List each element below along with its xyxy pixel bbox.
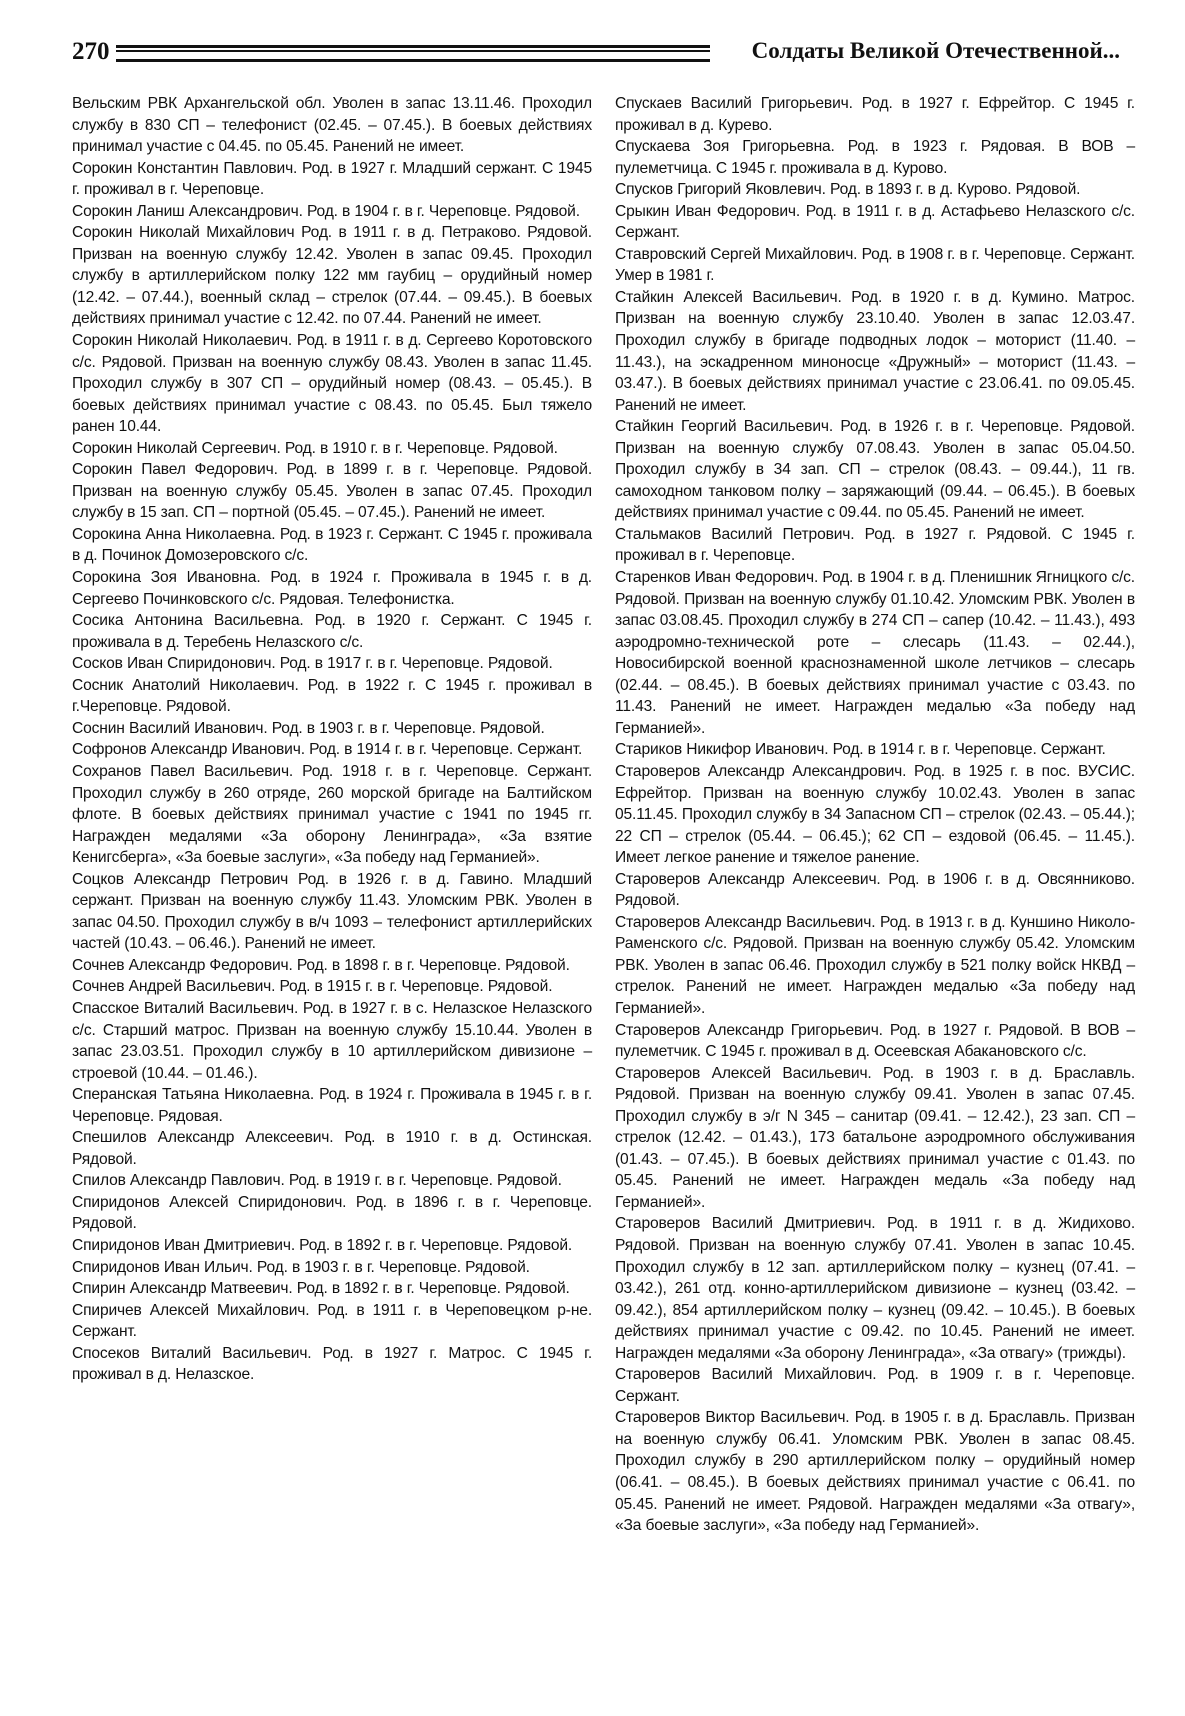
page-number: 270 <box>72 38 110 65</box>
entry: Софронов Александр Иванович. Род. в 1914 г. в г. Череповце. Сержант. <box>72 741 583 759</box>
entry: Спосеков Виталий Васильевич. Род. в 1927 г. Матрос. С 1945 г. проживал в д. Нелазское. <box>72 1344 592 1384</box>
entry: Староверов Александр Алексеевич. Род. в 1906 г. в д. Овсянниково. Рядовой. <box>615 870 1135 910</box>
header-rule <box>116 45 710 62</box>
entry: Староверов Александр Васильевич. Род. в 1913 г. в д. Куншино Николо-Раменского с/с. Рядовой. Призван на военную службу 05.42. Уломским РВК. Уволен в запас 06.46. Проходил службу в 521 полку войск НКВД – стрелок. Ранений не имеет. Награжден медалью «За победу над Германией». <box>615 913 1135 1017</box>
entry: Спиридонов Иван Ильич. Род. в 1903 г. в г. Череповце. Рядовой. <box>72 1258 530 1276</box>
entry: Старенков Иван Федорович. Род. в 1904 г. в д. Пленишник Ягницкого с/с. Рядовой. Призван на военную службу 01.10.42. Уломским РВК. Уволен в запас 03.08.45. Проходил службу в 274 СП – сапер (10.42. – 11.43.), 493 аэродромно-технической роте – слесарь (11.43. – 02.44.), Новосибирской военной краснознаменной школе летчиков – слесарь (02.44. – 08.45.). В боевых действиях принимал участие с 03.43. по 11.43. Ранений не имеет. Награжден медалью «За победу над Германией». <box>615 569 1135 737</box>
entry: Спирин Александр Матвеевич. Род. в 1892 г. в г. Череповце. Рядовой. <box>72 1280 570 1298</box>
entry: Сосков Иван Спиридонович. Род. в 1917 г. в г. Череповце. Рядовой. <box>72 655 553 673</box>
entry: Срыкин Иван Федорович. Род. в 1911 г. в д. Астафьево Нелазского с/с. Сержант. <box>615 202 1135 242</box>
entry: Сочнев Андрей Васильевич. Род. в 1915 г. в г. Череповце. Рядовой. <box>72 978 553 996</box>
entry: Ставровский Сергей Михайлович. Род. в 1908 г. в г. Череповце. Сержант. Умер в 1981 г. <box>615 245 1135 285</box>
entry: Староверов Василий Михайлович. Род. в 1909 г. в г. Череповце. Сержант. <box>615 1366 1135 1405</box>
entry: Стариков Никифор Иванович. Род. в 1914 г. в г. Череповце. Сержант. <box>615 741 1106 759</box>
entry: Сорокин Павел Федорович. Род. в 1899 г. в г. Череповце. Рядовой. Призван на военную службу 05.45. Уволен в запас 07.45. Проходил службу в 15 зап. СП – портной (05.45. – 07.45.). Ранений не имеет. <box>72 461 592 522</box>
entry: Сорокин Николай Сергеевич. Род. в 1910 г. в г. Череповце. Рядовой. <box>72 439 558 457</box>
entry: Стальмаков Василий Петрович. Род. в 1927 г. Рядовой. С 1945 г. проживал в г. Череповце. <box>615 525 1135 565</box>
entry: Соснин Василий Иванович. Род. в 1903 г. в г. Череповце. Рядовой. <box>72 719 545 737</box>
running-title: Солдаты Великой Отечественной... <box>751 38 1120 63</box>
entry: Спилов Александр Павлович. Род. в 1919 г. в г. Череповце. Рядовой. <box>72 1172 562 1190</box>
entry: Сочнев Александр Федорович. Род. в 1898 г. в г. Череповце. Рядовой. <box>72 956 570 974</box>
page-header <box>72 38 1120 66</box>
entry: Сорокина Зоя Ивановна. Род. в 1924 г. Проживала в 1945 г. в д. Сергеево Починковского с/с. Рядовая. Телефонистка. <box>72 569 592 608</box>
entry: Спиридонов Алексей Спиридонович. Род. в 1896 г. в г. Череповце. Рядовой. <box>72 1193 592 1233</box>
entry: Староверов Виктор Васильевич. Род. в 1905 г. в д. Браславль. Призван на военную службу 06.41. Уломским РВК. Уволен в запас 08.45. Проходил службу в 290 артиллерийском полку – орудийный номер (06.41. – 08.45.). В боевых действиях принимал участие с 06.41. по 05.45. Ранений не имеет. Рядовой. Награжден медалями «За отвагу», «За боевые заслуги», «За победу над Германией». <box>615 1409 1135 1535</box>
entry: Сохранов Павел Васильевич. Род. 1918 г. в г. Череповце. Сержант. Проходил службу в 260 отряде, 260 морской бригаде на Балтийском флоте. В боевых действиях принимал участие с 1941 по 1945 гг. Награжден медалями «За оборону Ленинграда», «За взятие Кенигсберга», «За боевые заслуги», «За победу над Германией». <box>72 762 592 867</box>
entry: Соцков Александр Петрович Род. в 1926 г. в д. Гавино. Младший сержант. Призван на военную службу 11.43. Уломским РВК. Уволен в запас 04.50. Проходил службу в в/ч 1093 – телефонист артиллерийских частей (10.43. – 06.46.). Ранений не имеет. <box>72 870 592 953</box>
left-column <box>72 93 592 1386</box>
entry: Сорокин Ланиш Александрович. Род. в 1904 г. в г. Череповце. Рядовой. <box>72 202 580 220</box>
entry: Стайкин Алексей Васильевич. Род. в 1920 г. в д. Кумино. Матрос. Призван на военную службу 23.10.40. Уволен в запас 12.03.47. Проходил службу в бригаде подводных лодок – моторист (11.40. – 11.43.), на эскадренном миноносце «Дружный» – моторист (11.43. – 03.47.). В боевых действиях принимал участие с 23.06.41. по 09.05.45. Ранений не имеет. <box>615 288 1135 414</box>
entry: Сорокин Николай Николаевич. Род. в 1911 г. в д. Сергеево Коротовского с/с. Рядовой. Призван на военную службу 08.43. Уволен в запас 11.45. Проходил службу в 307 СП – орудийный номер (08.43. – 05.45.). В боевых действиях принимал участие с 08.43. по 05.45. Был тяжело ранен 10.44. <box>72 332 592 436</box>
entry: Староверов Александр Григорьевич. Род. в 1927 г. Рядовой. В ВОВ – пулеметчик. С 1945 г. проживал в д. Осеевская Абакановского с/с. <box>615 1021 1135 1061</box>
entry: Староверов Алексей Васильевич. Род. в 1903 г. в д. Браславль. Рядовой. Призван на военную службу 09.41. Уволен в запас 07.45. Проходил службу в э/г N 345 – санитар (09.41. – 12.42.), 23 зап. СП – стрелок (12.42. – 01.43.), 173 батальоне аэродромного обслуживания (01.43. – 07.45.). В боевых действиях принимал участие с 01.43. по 05.45. Ранений не имеет. Награжден медаль «За победу над Германией». <box>615 1064 1135 1211</box>
entry: Сорокин Николай Михайлович Род. в 1911 г. в д. Петраково. Рядовой. Призван на военную службу 12.42. Уволен в запас 09.45. Проходил службу в артиллерийском полку 122 мм гаубиц – орудийный номер (12.42. – 07.44.), военный склад – стрелок (07.44. – 09.45.). В боевых действиях принимал участие с 12.42. по 07.44. Ранений не имеет. <box>72 224 592 328</box>
entry: Спиридонов Иван Дмитриевич. Род. в 1892 г. в г. Череповце. Рядовой. <box>72 1236 573 1254</box>
entry: Спиричев Алексей Михайлович. Род. в 1911 г. в Череповецком р-не. Сержант. <box>72 1301 592 1341</box>
entry: Спусков Григорий Яковлевич. Род. в 1893 г. в д. Курово. Рядовой. <box>615 181 1081 199</box>
entry: Сосика Антонина Васильевна. Род. в 1920 г. Сержант. С 1945 г. проживала в д. Теребень Нелазского с/с. <box>72 612 592 651</box>
entry: Спускаев Василий Григорьевич. Род. в 1927 г. Ефрейтор. С 1945 г. проживал в д. Курево. <box>615 95 1135 134</box>
entry: Староверов Василий Дмитриевич. Род. в 1911 г. в д. Жидихово. Рядовой. Призван на военную службу 07.41. Уволен в запас 10.45. Проходил службу в 12 зап. артиллерийском полку – кузнец (07.41. – 03.42.), 261 отд. конно-артиллерийском дивизионе – кузнец (03.42. – 09.42.), 854 артиллерийском полку – кузнец (09.42. – 10.45.). В боевых действиях принимал участие с 09.42. по 10.45. Ранений не имеет. Награжден медалями «За оборону Ленинграда», «За отвагу» (трижды). <box>615 1215 1135 1362</box>
entry: Сперанская Татьяна Николаевна. Род. в 1924 г. Проживала в 1945 г. в г. Череповце. Рядовая. <box>72 1086 592 1125</box>
entry: Спускаева Зоя Григорьевна. Род. в 1923 г. Рядовая. В ВОВ – пулеметчица. С 1945 г. проживала в д. Курово. <box>615 138 1135 177</box>
entry: Стайкин Георгий Васильевич. Род. в 1926 г. в г. Череповце. Рядовой. Призван на военную службу 07.08.43. Уволен в запас 05.04.50. Проходил службу в 34 зап. СП – стрелок (08.43. – 09.44.), 11 гв. самоходном танковом полку – заряжающий (09.44. – 06.45.). В боевых действиях принимал участие с 09.44. по 05.45. Ранений не имеет. <box>615 418 1135 522</box>
right-column <box>615 93 1135 1537</box>
entry: Спешилов Александр Алексеевич. Род. в 1910 г. в д. Остинская. Рядовой. <box>72 1129 592 1168</box>
entry: Староверов Александр Александрович. Род. в 1925 г. в пос. ВУСИС. Ефрейтор. Призван на военную службу 10.02.43. Уволен в запас 05.11.45. Проходил службу в 34 Запасном СП – стрелок (02.43. – 05.44.); 22 СП – стрелок (05.44. – 06.45.); 62 СП – ездовой (06.45. – 11.45.). Имеет легкое ранение и тяжелое ранение. <box>615 762 1135 867</box>
entry: Сосник Анатолий Николаевич. Род. в 1922 г. С 1945 г. проживал в г.Череповце. Рядовой. <box>72 676 592 716</box>
entry: Сорокин Константин Павлович. Род. в 1927 г. Младший сержант. С 1945 г. проживал в г. Череповце. <box>72 159 592 199</box>
entry: Сорокина Анна Николаевна. Род. в 1923 г. Сержант. С 1945 г. проживала в д. Починок Домозеровского с/с. <box>72 525 592 565</box>
entry: Вельским РВК Архангельской обл. Уволен в запас 13.11.46. Проходил службу в 830 СП – телефонист (02.45. – 07.45.). В боевых действиях принимал участие с 04.45. по 05.45. Ранений не имеет. <box>72 95 592 156</box>
entry: Спасское Виталий Васильевич. Род. в 1927 г. в с. Нелазское Нелазского с/с. Старший матрос. Призван на военную службу 15.10.44. Уволен в запас 23.03.51. Проходил службу в 10 артиллерийском дивизионе – строевой (10.44. – 01.46.). <box>72 999 592 1082</box>
